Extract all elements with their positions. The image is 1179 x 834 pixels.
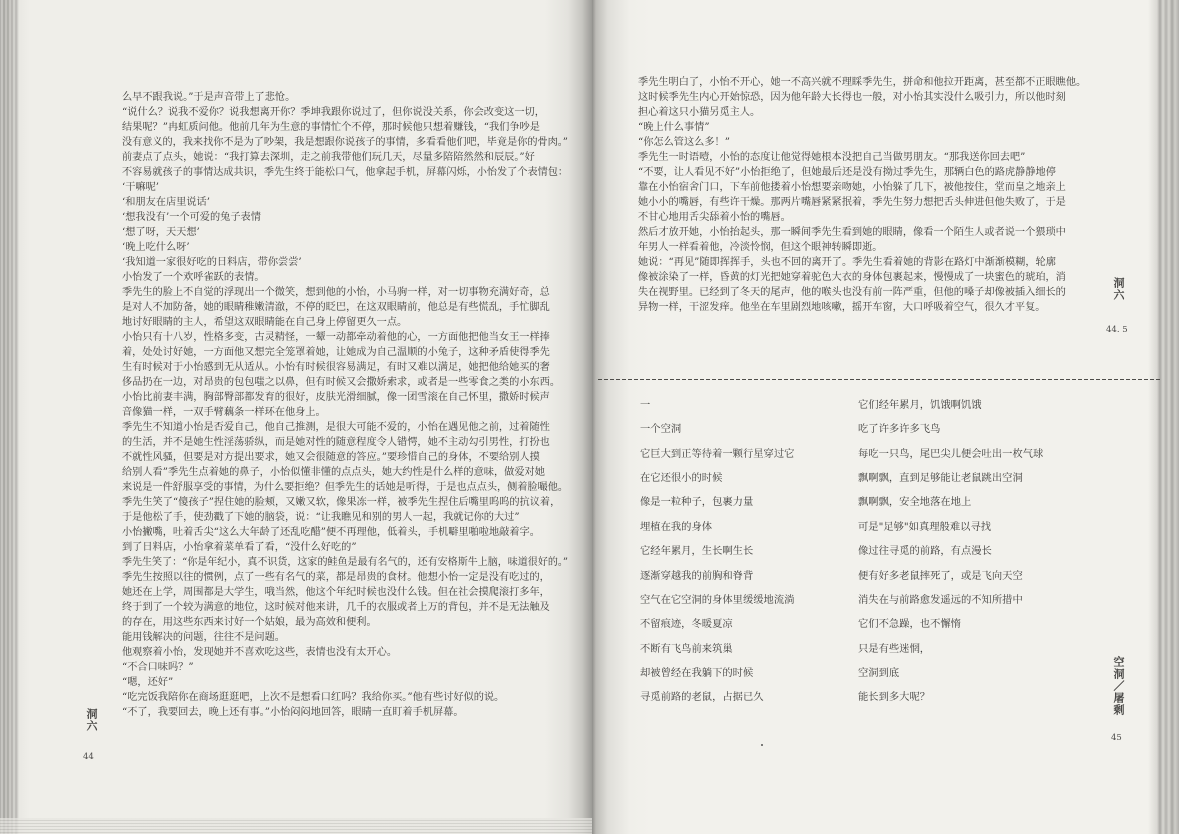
poem-line: 却被曾经在我躺下的时候 [640,667,754,680]
prose-line: 的存在，用这些东西来讨好一个姑娘，最为高效和便利。 [122,616,377,628]
prose-line: 季先生笑了：“你是年纪小，真不识货，这家的鲑鱼是最有名气的，还有安格斯牛上脑，味道很好的。” [122,556,568,568]
prose-line: ‘想了呀，天天想’ [122,226,200,238]
prose-line: ‘想我没有’一个可爱的兔子表情 [122,211,261,223]
poem-left-column [640,393,850,710]
prose-line: 终于到了一个较为满意的地位，这时候对他来讲，几千的衣服或者上万的背包，并不是无法触及 [122,601,550,613]
prose-line: ‘我知道一家很好吃的日料店，带你尝尝’ [122,256,302,268]
prose-line: “不合口味吗？” [122,661,194,673]
prose-line: 季先生一时语噎，小怡的态度让他觉得她根本没把自己当做男朋友。“那我送你回去吧” [638,151,1026,163]
prose-line: 么早不跟我说。”于是声音带上了悲怆。 [122,91,296,103]
page-number: 44 [83,752,94,762]
prose-line: ‘和朋友在店里说话’ [122,196,210,208]
prose-line: 她还在上学，周围都是大学生，哦当然，他这个年纪时候也没什么钱。但在社会摸爬滚打多年， [122,586,550,598]
prose-line: 于是他松了手，使劲戳了下她的脑袋，说：“让我瞧见和别的男人一起，我就记你的大过” [122,511,520,523]
prose-line: 小怡发了一个欢呼雀跃的表情。 [122,271,265,283]
poem-line: 消失在与前路愈发遥远的不知所措中 [858,593,1023,606]
prose-line: “不要，让人看见不好”小怡拒绝了，但她最后还是没有拗过季先生，那辆白色的路虎静静地停 [638,166,1056,178]
prose-line: 失在视野里。已经到了冬天的尾声，他的喉头也没有前一阵严重，但他的嗓子却像被插入细长的 [638,286,1066,298]
prose-line: “不了，我要回去，晚上还有事。”小怡闷闷地回答，眼睛一直盯着手机屏幕。 [122,706,464,718]
right-page-prose [638,75,1089,315]
poem-running-head: 空洞／屠剩 [1112,656,1125,716]
prose-line: 异物一样，干涩发痒。他坐在车里剧烈地咳嗽，摇开车窗，大口呼吸着空气，很久才平复。 [638,301,1046,313]
prose-line: “晚上什么事情” [638,121,710,133]
prose-line: 不甘心地用舌尖舔着小怡的嘴唇。 [638,211,791,223]
prose-line: 前妻点了点头，她说：“我打算去深圳，走之前我带他们玩几天，尽量多陪陪然然和辰辰。”好 [122,151,535,163]
prose-line: 她小小的嘴唇，有些许干燥。那两片嘴唇紧紧抿着，季先生努力想把舌头伸进但他失败了，于是 [638,196,1066,208]
prose-line: 来说是一件舒服享受的事情，为什么要拒绝？但季先生的话她是听得，于是也点点头，侧着脸嘬他。 [122,481,569,493]
prose-line: 年男人一样看着他，冷淡怜悯，但这个眼神转瞬即逝。 [638,241,883,253]
poem-line: 飘啊飘，直到足够能让老鼠跳出空洞 [858,471,1023,484]
prose-line: 没有意义的，我来找你不是为了吵架，我是想跟你说孩子的事情，多看看他们吧，毕竟是你的骨肉。” [122,136,568,148]
prose-line: 然后才放开她，小怡抬起头，那一瞬间季先生看到她的眼睛，像看一个陌生人或者说一个猥琐中 [638,226,1066,238]
poem-line: 像是一粒种子，包裹力量 [640,496,754,509]
prose-line: “你怎么管这么多！” [638,136,730,148]
right-page [592,0,1179,834]
prose-line: 小怡只有十八岁，性格多变，古灵精怪，一颦一动都牵动着他的心，一方面他把他当女王一样捧 [122,331,550,343]
prose-line: 季先生按照以往的惯例，点了一些有名气的菜，都是昂贵的食材。他想小怡一定是没有吃过的， [122,571,550,583]
prose-line: 季先生笑了“傻孩子”捏住她的脸颊，又嫩又软，像果冻一样，被季先生捏住后嘴里呜呜的抗议着， [122,496,561,508]
left-page-prose [122,90,568,720]
prose-line: 着，处处讨好她，一方面他又想完全笼罩着她，让她成为自己温顺的小兔子，这种矛盾使得季先 [122,346,550,358]
prose-line: ‘干嘛呢’ [122,181,160,193]
prose-line: 能用钱解决的问题，往往不是问题。 [122,631,285,643]
poem-line: 不断有飞鸟前来筑巢 [640,642,733,655]
prose-line: 结果呢？”冉虹质问他。他前几年为生意的事情忙个不停，那时候他只想着赚钱，“我们争吵是 [122,121,540,133]
prose-line: “说什么？说我不爱你？说我想离开你？季坤我跟你说过了，但你说没关系，你会改变这一切， [122,106,545,118]
poem-line: 只是有些迷惘， [858,642,931,655]
prose-line: 不就性风骚，但要是对方提出要求，她又会很随意的答应。”要珍惜自己的身体，不要给别人摸 [122,451,540,463]
prose-line: 季先生的脸上不自觉的浮现出一个微笑，想到他的小怡，小马驹一样，对一切事物充满好奇，总 [122,286,550,298]
poem-line: 埋植在我的身体 [640,520,713,533]
prose-line: 小怡比前妻丰满，胸部臀部都发育的很好，皮肤光滑细腻，像一团雪滚在自己怀里，撒娇时候声 [122,391,550,403]
prose-line: 到了日料店，小怡拿着菜单看了看，“没什么好吃的” [122,541,357,553]
prose-line: 季先生明白了，小怡不开心，她一不高兴就不理睬季先生，拼命和他拉开距离，甚至都不正眼瞧他。 [638,76,1087,88]
poem-line: 飘啊飘，安全地落在地上 [858,496,972,509]
poem-line: 寻觅前路的老鼠，占据已久 [640,691,764,704]
prose-line: 地讨好眼睛的主人，希望这双眼睛能在自己身上停留更久一点。 [122,316,408,328]
poem-line: 它们不急躁，也不懈惰 [858,618,961,631]
poem-line: 它巨大到正等待着一颗行星穿过它 [640,447,795,460]
poem-line: 吃了许多许多飞鸟 [858,423,941,436]
prose-line: 音像猫一样，一双手臂藕条一样环在他身上。 [122,406,326,418]
prose-line: 给别人看”季先生点着她的鼻子，小怡似懂非懂的点点头，她大约性是什么样的意味，做爱对她 [122,466,545,478]
poem-line: 它经年累月，生长啊生长 [640,545,754,558]
prose-line: 她说：“再见”随即挥挥手，头也不回的离开了。季先生看着她的背影在路灯中渐渐模糊，轮廓 [638,256,1056,268]
running-head: 洞六 [85,708,98,732]
poem-line: 一个空洞 [640,423,682,436]
poem-right-column [858,393,1098,710]
prose-line: 担心着这只小猫另觅主人。 [638,106,761,118]
prose-line: 靠在小怡宿舍门口，下车前他搂着小怡想要亲吻她，小怡躲了几下，被他按住，堂而皇之地亲上 [638,181,1066,193]
poem-line: 像过往寻觅的前路，有点漫长 [858,545,992,558]
section-mark: 44. 5 [1106,325,1128,335]
poem-line: 它们经年累月，饥饿啊饥饿 [858,398,982,411]
prose-line: 像被涂染了一样，昏黄的灯光把她穿着驼色大衣的身体包裹起来，慢慢成了一块蜜色的琥珀，消 [638,271,1066,283]
page-number: 45 [1111,733,1122,743]
poem-line: 空洞到底 [858,667,900,680]
poem-line: 可是"足够"如真理般难以寻找 [858,520,992,533]
prose-line: 生有时候对于小怡感到无从适从。小怡有时候很容易满足，有时又难以满足，她把他给她买的奢 [122,361,550,373]
prose-line: 小怡撇嘴，吐着舌尖“这么大年龄了还乱吃醋”便不再理他，低着头，手机噼里啪啦地敲着字。 [122,526,540,538]
prose-line: ‘晚上吃什么呀’ [122,241,190,253]
section-divider [598,379,1160,380]
poem-line: 逐渐穿越我的前胸和脊背 [640,569,754,582]
prose-line: 是对人不加防备，她的眼睛稚嫩清澈，不停的眨巴，在这双眼睛前，他总是有些慌乱，手忙脚乱 [122,301,550,313]
page-stack-edge [0,818,592,834]
poem-line: 空气在它空洞的身体里缓缓地流淌 [640,593,795,606]
poem-line: 在它还很小的时候 [640,471,723,484]
prose-line: 侈品扔在一边，对昂贵的包包嗤之以鼻，但有时候又会撒娇索求，或者是一些零食之类的小东西。 [122,376,561,388]
prose-line: 这时候季先生内心开始惊恐，因为他年龄大长得也一般，对小怡其实没什么吸引力，所以他时刻 [638,91,1066,103]
poem-line: 能长到多大呢？ [858,691,931,704]
running-head: 洞六 [1112,277,1125,301]
prose-line: “嗯，还好” [122,676,174,688]
poem-line: 便有好多老鼠摔死了，或是飞向天空 [858,569,1023,582]
prose-line: 他观察着小怡，发现她并不喜欢吃这些，表情也没有太开心。 [122,646,398,658]
poem-line: 每吃一只鸟，尾巴尖儿便会吐出一枚气球 [858,447,1044,460]
ink-speck [761,744,763,746]
prose-line: “吃完饭我陪你在商场逛逛吧，上次不是想看口红吗？我给你买。”他有些讨好似的说。 [122,691,505,703]
poem-line: 一 [640,398,651,411]
prose-line: 季先生不知道小怡是否爱自己，他自己推测，是很大可能不爱的，小怡在遇见他之前，过着随性 [122,421,550,433]
prose-line: 的生活，并不是她生性淫荡骄纵，而是她对性的随意程度令人错愕，她不主动勾引男性，打扮也 [122,436,550,448]
prose-line: 不容易就孩子的事情达成共识，季先生终于能松口气，他拿起手机，屏幕闪烁，小怡发了个表情包： [122,166,569,178]
poem-line: 不留痕迹，冬暖夏凉 [640,618,733,631]
